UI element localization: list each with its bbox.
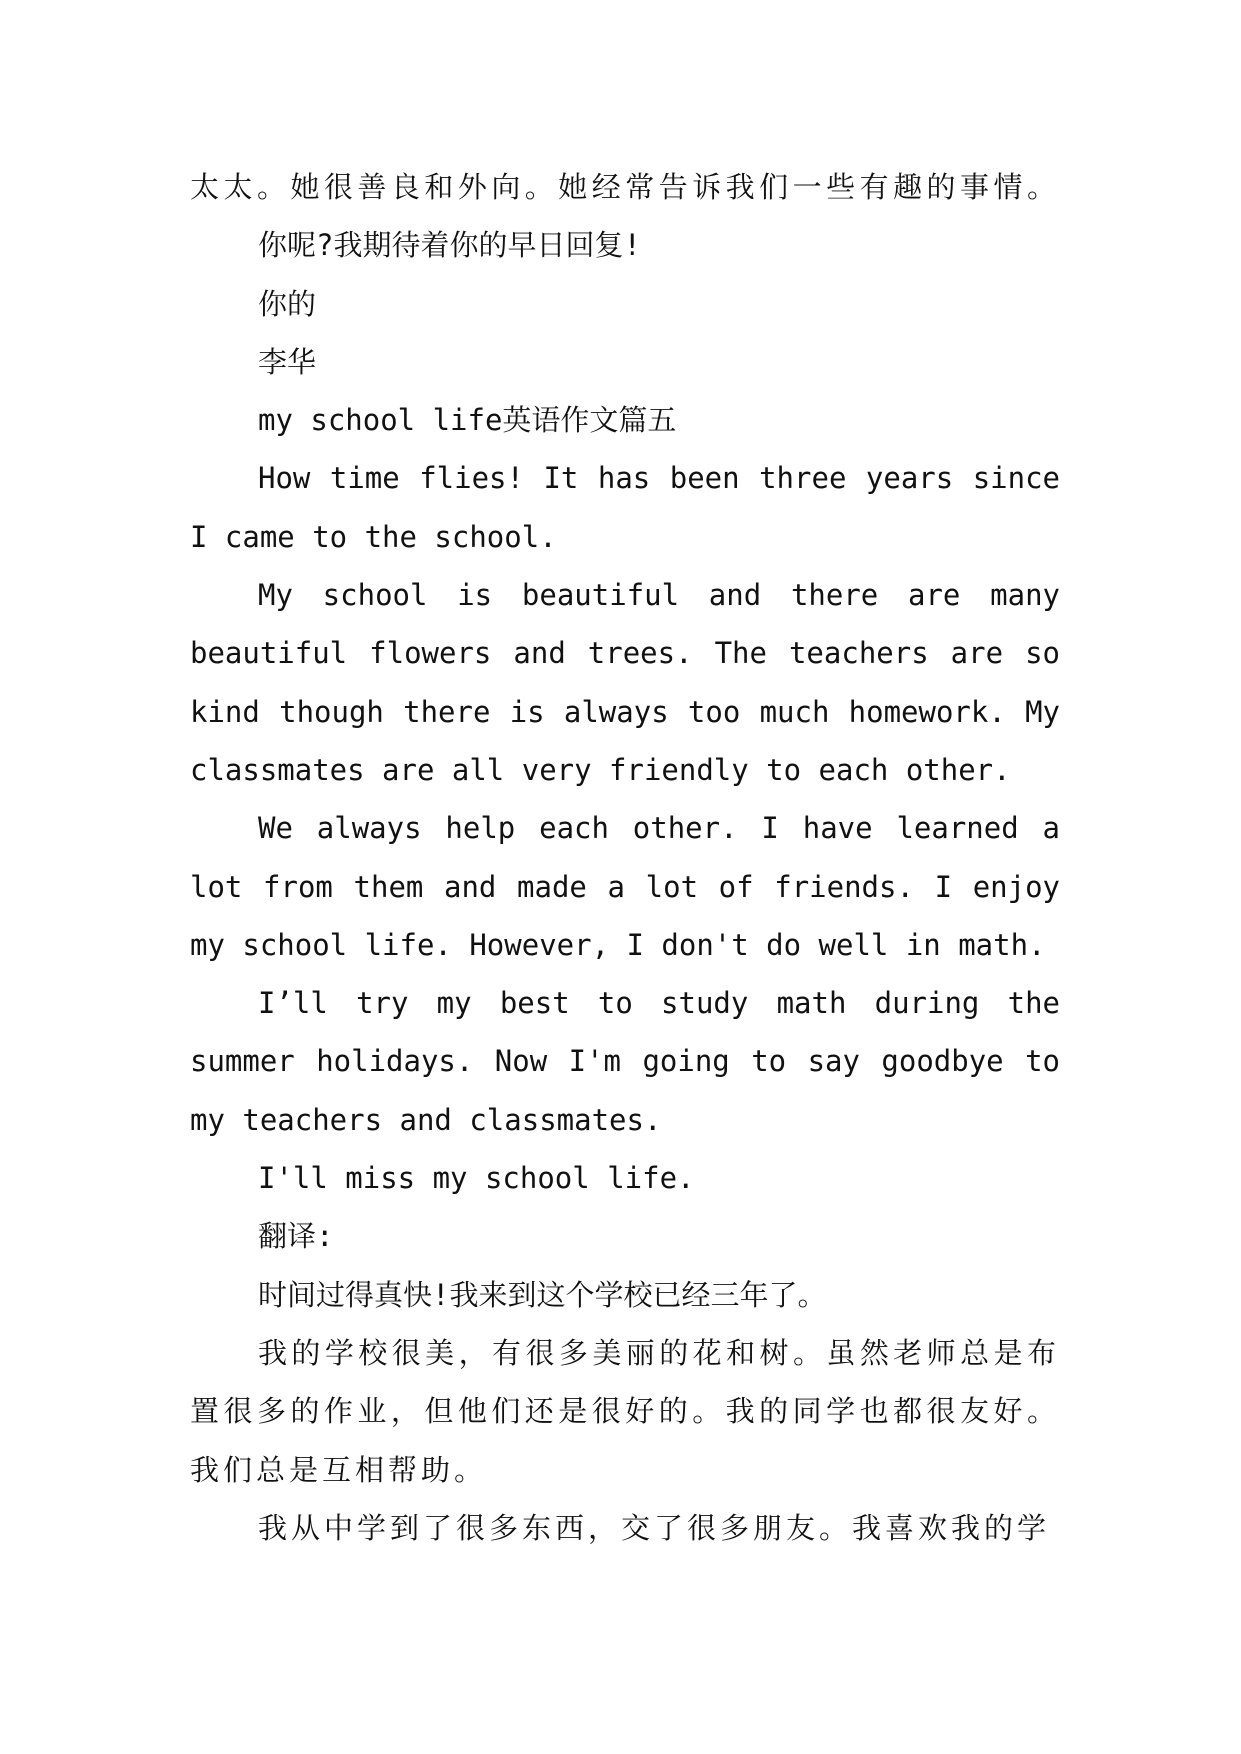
paragraph-english-3: We always help each other. I have learned a lot from them and made a lot of friends. I enjoy my school life. However, I don't do well in math. xyxy=(190,811,1060,962)
translation-label: 翻译: xyxy=(258,1219,334,1254)
paragraph-translation-3: 我从中学到了很多东西，交了很多朋友。我喜欢我的学 xyxy=(258,1510,1051,1545)
paragraph-continuation: 太太。她很善良和外向。她经常告诉我们一些有趣的事情。 xyxy=(190,170,1060,204)
paragraph-english-1: How time flies! It has been three years since I came to the school. xyxy=(190,461,1060,554)
paragraph-signoff: 你的 xyxy=(258,286,317,321)
paragraph-closing-question: 你呢?我期待着你的早日回复! xyxy=(258,228,641,263)
paragraph-english-5: I'll miss my school life. xyxy=(258,1161,695,1196)
paragraph-english-2: My school is beautiful and there are many beautiful flowers and trees. The teachers are so kind though there is always too much homework. My classmates are all very friendly to each other. xyxy=(190,578,1060,787)
section-heading: my school life英语作文篇五 xyxy=(258,403,677,438)
paragraph-translation-2: 我的学校很美，有很多美丽的花和树。虽然老师总是布置很多的作业，但他们还是很好的。我的同学也都很友好。我们总是互相帮助。 xyxy=(190,1335,1060,1487)
paragraph-signature: 李华 xyxy=(258,344,317,379)
paragraph-translation-1: 时间过得真快!我来到这个学校已经三年了。 xyxy=(258,1277,827,1312)
document-body xyxy=(190,158,1060,1557)
paragraph-english-4: I’ll try my best to study math during the summer holidays. Now I'm going to say goodbye to my teachers and classmates. xyxy=(190,986,1060,1137)
